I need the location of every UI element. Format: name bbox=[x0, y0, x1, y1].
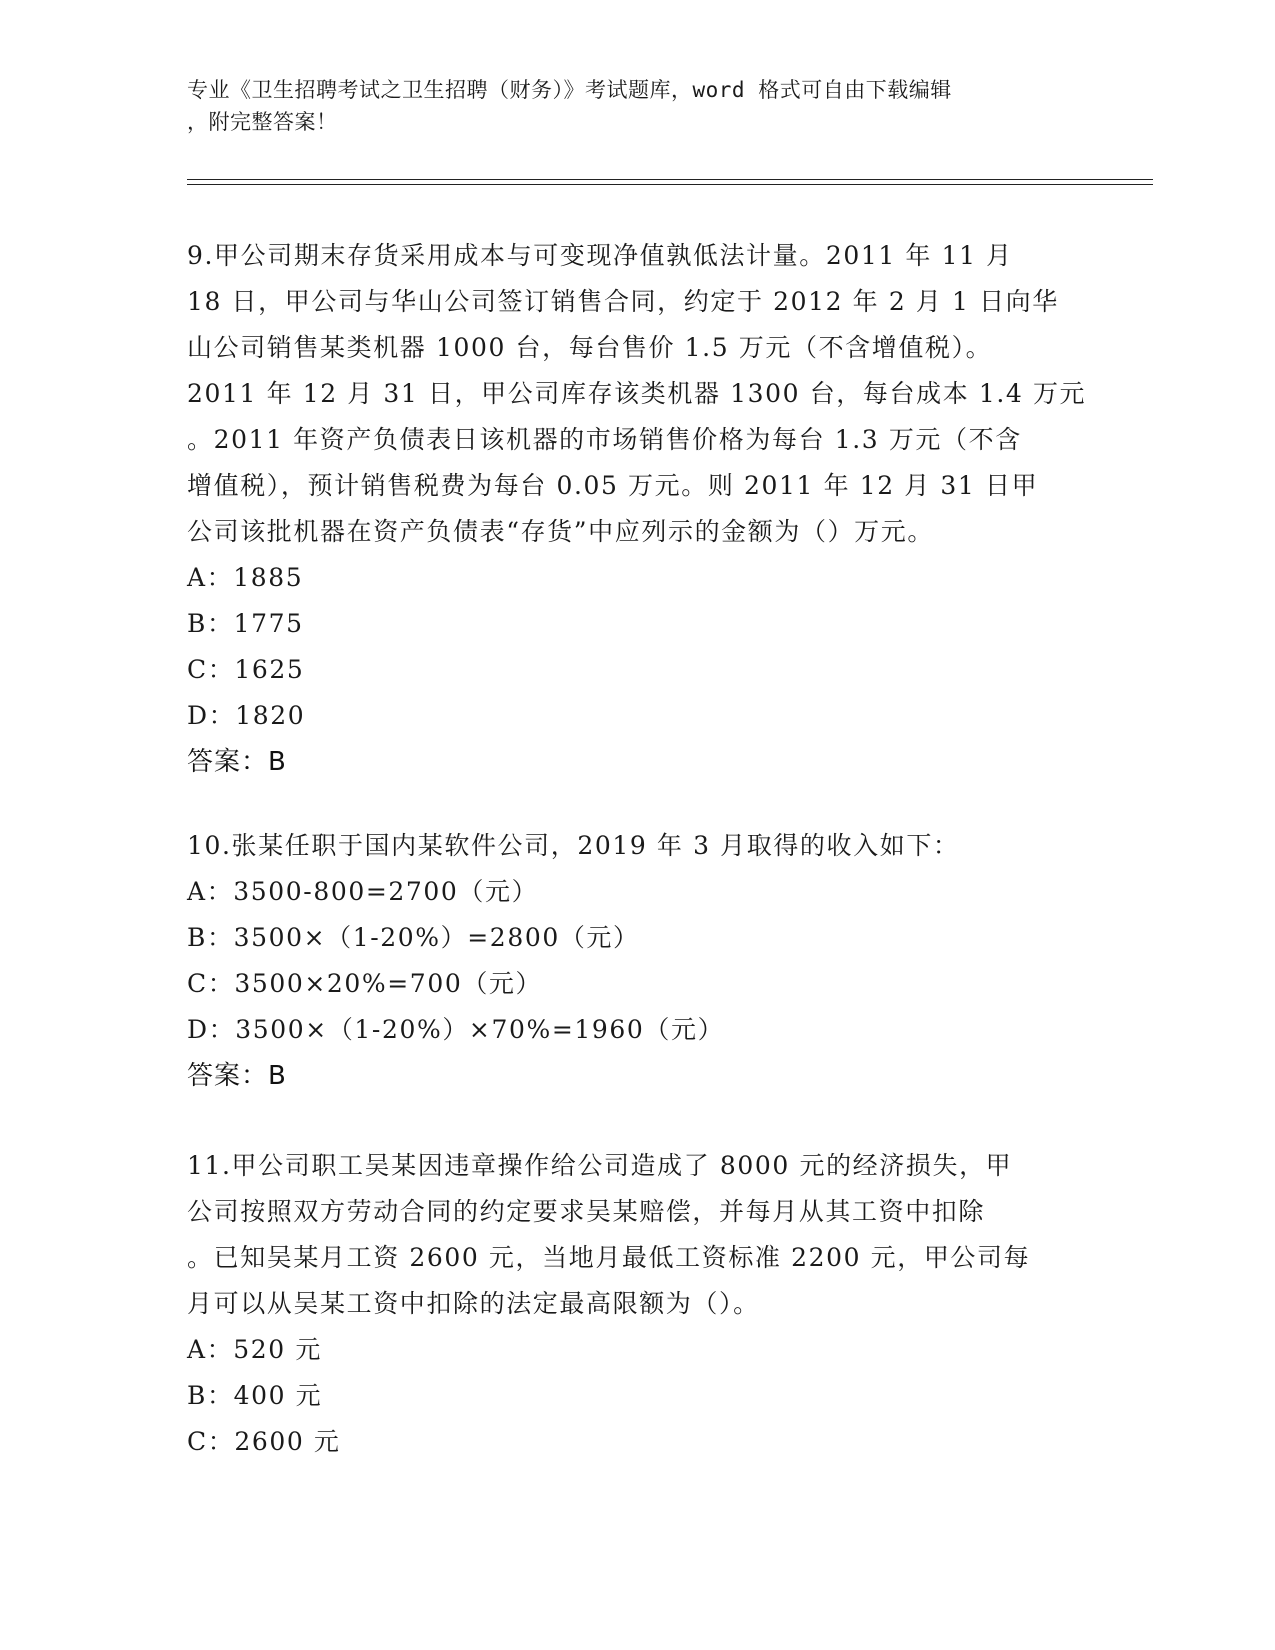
header-line-1: 专业《卫生招聘考试之卫生招聘（财务）》考试题库，word 格式可自由下载编辑 bbox=[187, 78, 952, 102]
question-11 bbox=[187, 1143, 1087, 1465]
question-9 bbox=[187, 233, 1087, 785]
option-d: D：1820 bbox=[187, 701, 306, 730]
question-text-line: 山公司销售某类机器 1000 台，每台售价 1.5 万元（不含增值税）。 bbox=[187, 333, 993, 362]
option-d: D：3500×（1-20%）×70%=1960（元） bbox=[187, 1015, 725, 1044]
option-b: B：3500×（1-20%）=2800（元） bbox=[187, 923, 640, 952]
question-text-line: 18 日，甲公司与华山公司签订销售合同，约定于 2012 年 2 月 1 日向华 bbox=[187, 287, 1059, 316]
option-b: B：400 元 bbox=[187, 1381, 323, 1410]
question-text-line: 增值税），预计销售税费为每台 0.05 万元。则 2011 年 12 月 31 日甲 bbox=[187, 471, 1039, 500]
question-10 bbox=[187, 823, 1087, 1099]
question-text-line: 10.张某任职于国内某软件公司，2019 年 3 月取得的收入如下： bbox=[187, 831, 960, 860]
answer-label: 答案：B bbox=[187, 1061, 287, 1091]
question-text-line: 。2011 年资产负债表日该机器的市场销售价格为每台 1.3 万元（不含 bbox=[187, 425, 1022, 454]
header-line-2: ，附完整答案！ bbox=[187, 110, 338, 134]
option-a: A：520 元 bbox=[187, 1335, 322, 1364]
question-text-line: 2011 年 12 月 31 日，甲公司库存该类机器 1300 台，每台成本 1.4 万元 bbox=[187, 379, 1087, 408]
question-text-line: 月可以从吴某工资中扣除的法定最高限额为（）。 bbox=[187, 1289, 760, 1318]
header-divider-top bbox=[187, 179, 1153, 180]
question-text-line: 。已知吴某月工资 2600 元，当地月最低工资标准 2200 元，甲公司每 bbox=[187, 1243, 1031, 1272]
question-text-line: 公司该批机器在资产负债表“存货”中应列示的金额为（）万元。 bbox=[187, 517, 934, 546]
option-a: A：3500-800=2700（元） bbox=[187, 877, 539, 906]
option-b: B：1775 bbox=[187, 609, 304, 638]
option-a: A：1885 bbox=[187, 563, 304, 592]
option-c: C：1625 bbox=[187, 655, 305, 684]
question-text-line: 公司按照双方劳动合同的约定要求吴某赔偿，并每月从其工资中扣除 bbox=[187, 1197, 986, 1226]
answer-label: 答案：B bbox=[187, 747, 287, 777]
question-text-line: 9.甲公司期末存货采用成本与可变现净值孰低法计量。2011 年 11 月 bbox=[187, 241, 1013, 270]
option-c: C：3500×20%=700（元） bbox=[187, 969, 543, 998]
document-header bbox=[187, 74, 1087, 138]
header-divider-bottom bbox=[187, 184, 1153, 185]
question-text-line: 11.甲公司职工吴某因违章操作给公司造成了 8000 元的经济损失，甲 bbox=[187, 1151, 1013, 1180]
option-c: C：2600 元 bbox=[187, 1427, 341, 1456]
